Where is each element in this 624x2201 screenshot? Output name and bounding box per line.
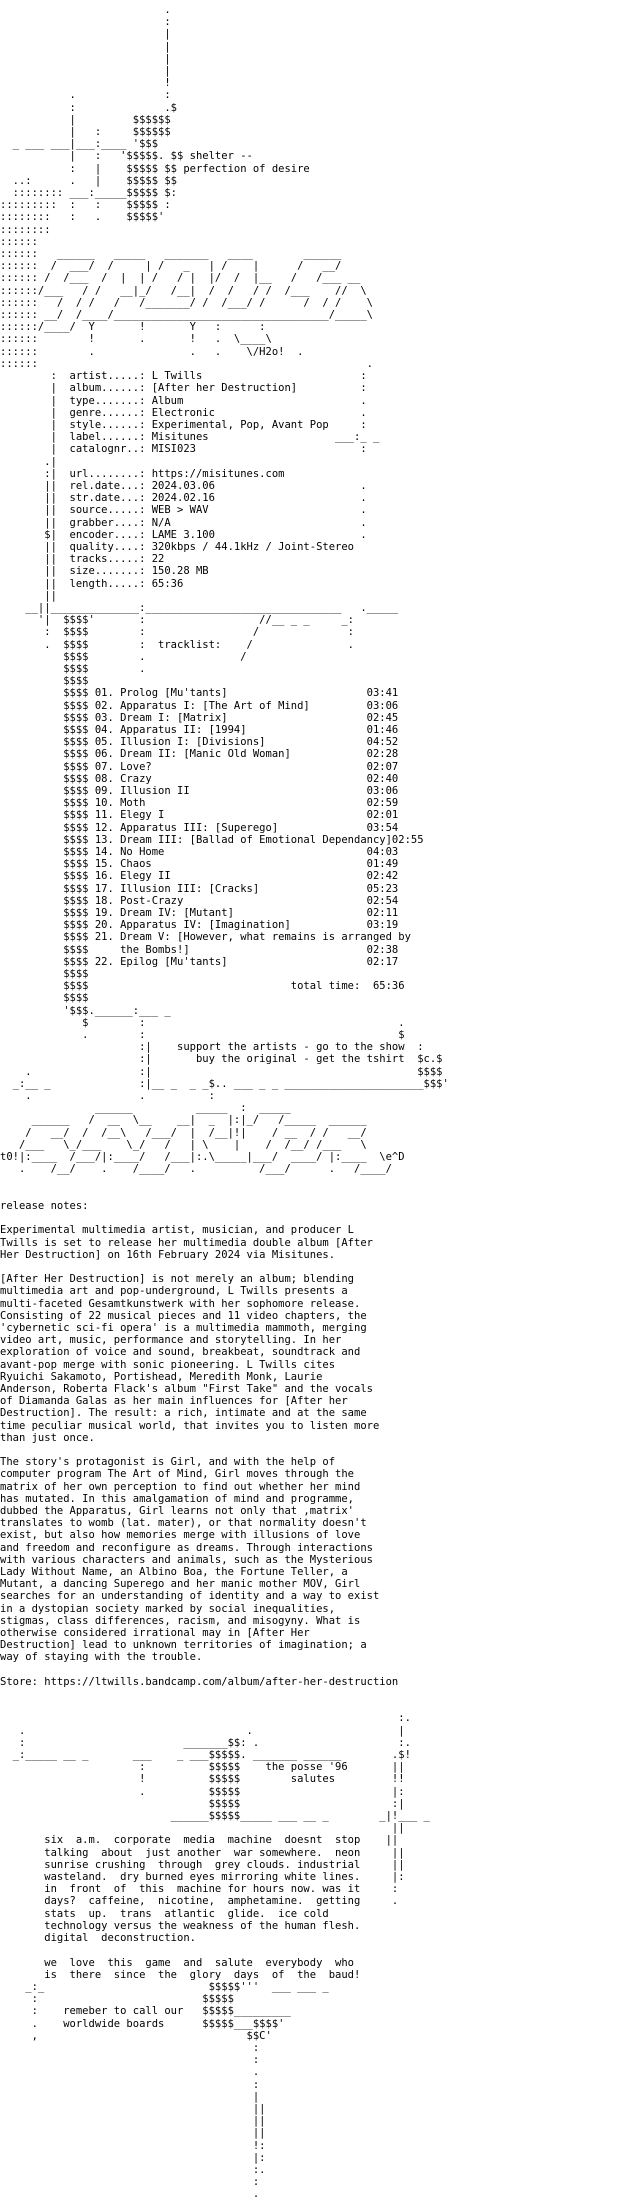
header-art: . : | | | | ! . : : .$ | $$$$$$ | : $$$$$$ _ ___ ___|___:____ '$$$ | : '$$$$$. $$ shelter -- : | $$$$$ $$ perfection of desire ..: . | $$$$$ $$ :::::::: ___:_____$$$$$ $: ::::::::: : : $$$$$ : :::::::: : . $$$$$' :::::::: — [0, 4, 310, 236]
release-notes-paragraph: The story's protagonist is Girl, and with the help of computer program The Art of Mind, Girl moves through the matrix of her own perception to find out whether her mind has mutated. In this amalgamation of mind and programme, dubbed the Apparatus, Girl learns not only that ,matrix' translates to womb (lat. mater), or that normality doesn't exist, but also how memories merge with illusions of love and freedom and reconfigure as dreams. Through interactions with various characters and animals, such as the Mysterious Lady Without Name, an Albino Boa, the Fortune Teller, a Mutant, a dancing Superego and her manic mother MOV, Girl searches for an understanding of identity and a way to exist in a dystopian society marked by social inequalities, stigmas, class differences, racism, and misogyny. What is otherwise considered irrational may in [After Her Destruction] lead to unknown territories of imagination; a way of staying with the trouble. — [0, 1456, 380, 1664]
release-notes-paragraph: [After Her Destruction] is not merely an album; blending multimedia art and pop-underground, L Twills presents a multi-faceted Gesamtkunstwerk with her sophomore release. Consisting of 22 musical pieces and 11 video chapters, the 'cybernetic sci-fi opera' is a multimedia mammoth, merging video art, music, performance and storytelling. In her exploration of voice and sound, breakbeat, soundtrack and avant-pop merge with sonic pioneering. L Twills cites Ryuichi Sakamoto, Portishead, Meredith Monk, Laurie Anderson, Roberta Flack's album "First Take" and the vocals of Diamanda Galas as her main influences for [After her Destruction]. The result: a rich, intimate and at the same time peculiar musical world, that invites you to listen more than just once. — [0, 1273, 380, 1444]
store-link[interactable]: Store: https://ltwills.bandcamp.com/album/after-her-destruction — [0, 1675, 399, 1688]
logo-art: :::::: :::::: ______ _____ _______ ____ ______ :::::: / ___/ / | / _ | / | / __/ :::::: / /___ / | | / / | |/ / |__ / /___ __ ::::::/___ / / __|_/ /__| / / / / /___ // \ :::::: / / / / /_______/ / /___/ / / / / \ :::::: __/ /____/__________________________________/_____\ ::::::/____/ Y ! Y : : :::::: ! . ! . \____\ :::::: . . . \/H2o! . :::::: . — [0, 235, 373, 370]
posse-art: :. . . | : _______$$: . :. _:_____ __ _ ___ _ ___$$$$$. _______ ______ .$! : $$$$$ the posse '96 || ! $$$$$ salutes !! . $$$$$ |: $$$$$ :| ______$$$$$_____ ___ __ _ _|!___ _ || six a.m. corporate media machine doesnt stop || talking about just another war somewhere. neon || sunrise crushing through grey clouds. industrial || wasteland. dry burned eyes mirroring white lines. |: in front of this machine for hours now. was it : days? caffeine, nicotine, amphetamine. getting . stats up. trans atlantic glide. ice cold technology versus the weakness of the human flesh. digital deconstruction. we love this game and salute everybody who is there since the glory days of the baud! _:_ $$$$$''' ___ ___ _ : $$$$$ : remeber to call our $$$$$_________ . worldwide boards $$$$$___$$$$' , $$C' : : . : | || || || !: |: :. : . — [12, 1712, 430, 2201]
release-notes-paragraph: Experimental multimedia artist, musician, and producer L Twills is set to release her multimedia double album [After Her Destruction] on 16th February 2024 via Misitunes. — [0, 1224, 373, 1261]
footer-logo-art: ______ _____ : _____ ______ / __ \__ __| _ |:|_/ /_____ ______ / __/ / /__\ /___/ | /__|!| / __ / / __/ /___ \_/___ \_/ / | \ | / /__/ /___ \ t0!|:____ /___/|:____/ /___|:.\_____|___/ ____/ |:____ \e^D . /__/ . /____/ . /___/ . /____/ — [0, 1102, 405, 1176]
release-info-block: : artist.....: L Twills : | album......: [After her Destruction] : | type.......: Album . | genre......: Electronic . | style......: Experimental, Pop, Avant Pop : | label......: Misitunes ___:_ _ | catalognr..: MISI023 : .| :| url........: https://misitunes.com || rel.date...: 2024.03.06 . || str.date...: 2024.02.16 . || source.....: WEB > WAV . || grabber....: N/A . $| encoder....: LAME 3.100 . || quality....: 320kbps / 44.1kHz / Joint-Stereo || tracks.....: 22 || size.......: 150.28 MB || length.....: 65:36 || __||______________:_______________________________ ._____ '| $$$$' : //__ _ _ _: : $$$$ : / : . $$$$ : tracklist: / . $$$$ . / $$$$ . $$$$ — [25, 370, 399, 688]
tracklist-block: $$$$ 01. Prolog [Mu'tants] 03:41 $$$$ 02. Apparatus I: [The Art of Mind] 03:06 $$$$ 03. Dream I: [Matrix] 02:45 $$$$ 04. Apparatus II: [1994] 01:46 $$$$ 05. Illusion I: [Divisions] 04:52 $$$$ 06. Dream II: [Manic Old Woman] 02:28 $$$$ 07. Love? 02:07 $$$$ 08. Crazy 02:40 $$$$ 09. Illusion II 03:06 $$$$ 10. Moth 02:59 $$$$ 11. Elegy I 02:01 $$$$ 12. Apparatus III: [Superego] 03:54 $$$$ 13. Dream III: [Ballad of Emotional Dependancy]02:55 $$$$ 14. No Home 04:03 $$$$ 15. Chaos 01:49 $$$$ 16. Elegy II 02:42 $$$$ 17. Illusion III: [Cracks] 05:23 $$$$ 18. Post-Crazy 02:54 $$$$ 19. Dream IV: [Mutant] 02:11 $$$$ 20. Apparatus IV: [Imagination] 03:19 $$$$ 21. Dream V: [However, what remains is arranged by $$$$ the Bombs!] 02:38 $$$$ 22. Epilog [Mu'tants] 02:17 $$$$ $$$$ total time: 65:36 $$$$ '$$$.______:___ _ $ : . . : $ :| support the artists - go to the show : :| buy the original - get the tshirt $c.$ . :| $$$$ _:__ _ :|__ _ _ _$.. ___ _ _ ______________________$$$' . . : — [12, 687, 449, 1103]
release-notes-title: release notes: — [0, 1199, 89, 1212]
